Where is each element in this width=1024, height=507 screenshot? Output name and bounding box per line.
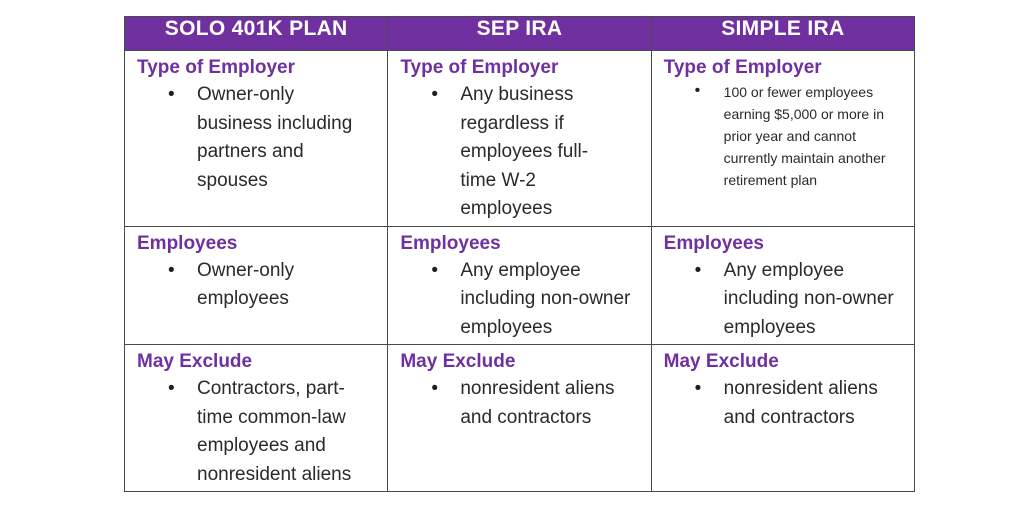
column-header-solo-401k: SOLO 401K PLAN [125,17,388,51]
table-cell [125,345,388,492]
table-cell [651,51,914,227]
list-item: • Contractors, part-time common-law employees and nonresident aliens [197,375,377,489]
table-cell [651,226,914,345]
list-item: • nonresident aliens and contractors [460,375,640,432]
row-label-may-exclude: May Exclude [663,351,779,372]
table-row-employees [125,226,915,345]
row-label-may-exclude: May Exclude [400,351,516,372]
row-label-type-of-employer: Type of Employer [400,57,559,78]
bullet-list [137,81,377,195]
bullet-list [137,257,377,314]
table-row-may-exclude [125,345,915,492]
row-label-type-of-employer: Type of Employer [663,57,822,78]
column-header-sep-ira: SEP IRA [388,17,651,51]
table-cell [125,226,388,345]
table-cell [388,345,651,492]
table-cell [388,226,651,345]
bullet-list [664,375,904,432]
column-header-simple-ira: SIMPLE IRA [651,17,914,51]
row-label-employees: Employees [137,232,238,254]
bullet-list [664,257,904,343]
row-label-may-exclude: May Exclude [137,351,253,372]
list-item: • Any employee including non-owner employees [460,257,635,343]
table-row-type-of-employer [125,51,915,227]
bullet-list [400,257,640,343]
table-cell [125,51,388,227]
list-item: • Any business regardless if employees full-time W-2 employees [460,81,612,224]
bullet-list [400,375,640,432]
row-label-type-of-employer: Type of Employer [137,57,296,78]
table-cell [388,51,651,227]
list-item: • Any employee including non-owner employees [724,257,899,343]
bullet-list [664,81,904,191]
header-row [125,17,915,51]
row-label-employees: Employees [400,232,501,254]
bullet-list [137,375,377,489]
bullet-list [400,81,640,224]
row-label-employees: Employees [663,232,764,254]
table-cell [651,345,914,492]
retirement-plan-comparison-table [124,16,915,492]
list-item: • Owner-only employees [197,257,337,314]
list-item: • Owner-only business including partners and spouses [197,81,372,195]
list-item: • 100 or fewer employees earning $5,000 or more in prior year and cannot currently maintain another retirement plan [724,81,909,191]
list-item: • nonresident aliens and contractors [724,375,904,432]
